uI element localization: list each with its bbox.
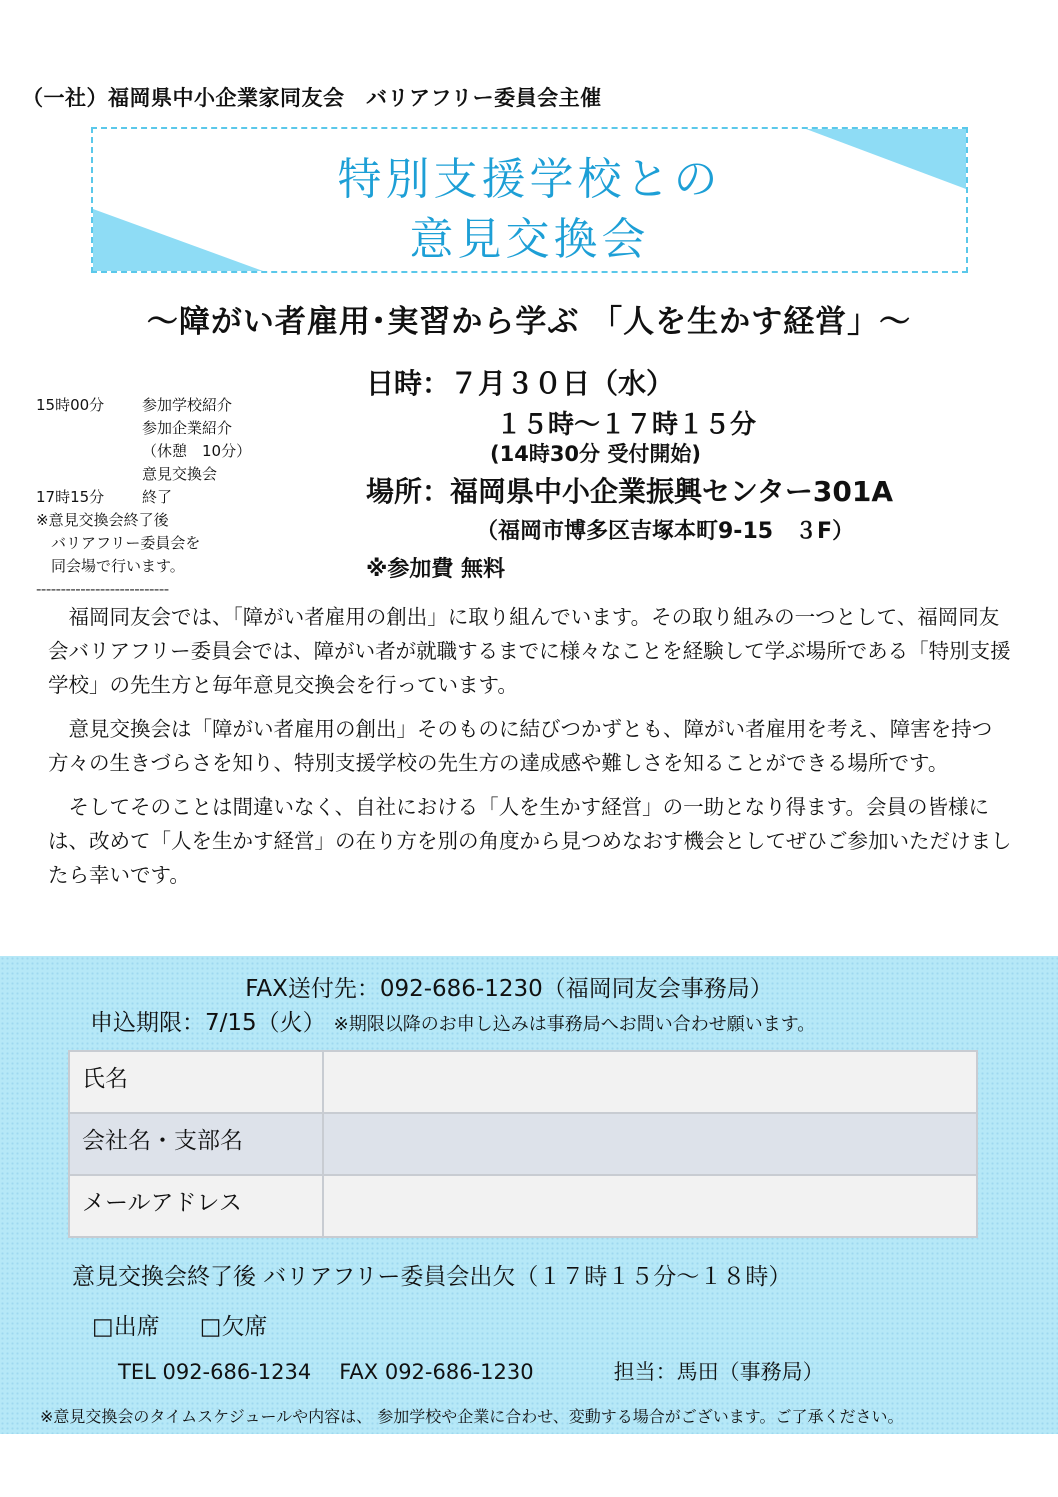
table-row: [69, 1175, 977, 1237]
email-label: メールアドレス: [69, 1175, 323, 1237]
schedule-time: 15時00分: [36, 396, 105, 414]
entry-table: [68, 1050, 978, 1238]
schedule-row: [36, 417, 251, 440]
schedule-item: 意見交換会: [142, 465, 218, 483]
event-fee: ※参加費 無料: [366, 557, 506, 582]
schedule-item: 参加学校紹介: [142, 396, 233, 414]
application-deadline: [90, 1004, 815, 1037]
event-title-line1: 特別支援学校との: [337, 154, 722, 205]
company-label: 会社名・支部名: [69, 1113, 323, 1175]
schedule-time: 17時15分: [36, 488, 105, 506]
absent-checkbox[interactable]: □欠席: [199, 1314, 268, 1340]
application-form: [0, 956, 1058, 1434]
contact-info: [118, 1356, 824, 1386]
table-row: [69, 1113, 977, 1175]
event-info: [366, 364, 893, 582]
name-field[interactable]: [323, 1051, 977, 1113]
fax-destination: FAX送付先：092-686-1230（福岡同友会事務局）: [245, 976, 773, 1002]
title-banner: [91, 127, 968, 273]
schedule-row: [36, 394, 251, 417]
event-time: １５時～１７時１５分: [496, 410, 757, 440]
event-subtitle: ～障がい者雇用･実習から学ぶ 「人を生かす経営」～: [146, 304, 912, 340]
schedule-row: [36, 463, 251, 486]
name-label: 氏名: [69, 1051, 323, 1113]
event-address: （福岡市博多区吉塚本町9-15 ３F）: [476, 519, 855, 544]
schedule-item: （休憩 10分）: [142, 442, 252, 460]
contact-person: 担当：馬田（事務局）: [613, 1360, 824, 1384]
organizer-line: （一社）福岡県中小企業家同友会 バリアフリー委員会主催: [22, 86, 602, 110]
event-reception: (14時30分 受付開始): [490, 442, 701, 466]
footnote: ※意見交換会のタイムスケジュールや内容は、 参加学校や企業に合わせ、変動する場合がございます。ご了承ください。: [40, 1407, 904, 1426]
schedule-row: [36, 486, 251, 509]
contact-fax: FAX 092-686-1230: [339, 1360, 534, 1384]
email-field[interactable]: [323, 1175, 977, 1237]
schedule-item: 終了: [142, 488, 173, 506]
body-paragraph: そしてそのことは間違いなく、自社における「人を生かす経営」の一助となり得ます。会員の皆様には、改めて「人を生かす経営」の在り方を別の角度から見つめなおす機会としてぜひご参加いただけましたら幸いです。: [48, 795, 1012, 887]
attend-checkbox[interactable]: □出席: [92, 1314, 160, 1340]
schedule-note: バリアフリー委員会を: [36, 534, 201, 552]
contact-tel: TEL 092-686-1234: [118, 1360, 312, 1384]
company-field[interactable]: [323, 1113, 977, 1175]
deadline-note: ※期限以降のお申し込みは事務局へお問い合わせ願います。: [333, 1014, 816, 1035]
schedule-item: 参加企業紹介: [142, 419, 233, 437]
body-text: [48, 600, 1018, 902]
schedule-note: 同会場で行います。: [36, 557, 185, 575]
schedule-block: [36, 394, 251, 601]
table-row: [69, 1051, 977, 1113]
deadline-date: 申込期限：7/15（火）: [90, 1010, 326, 1036]
event-place: 場所：福岡県中小企業振興センター301A: [366, 475, 893, 508]
event-date: 日時：７月３０日（水）: [366, 367, 675, 400]
schedule-row: [36, 440, 251, 463]
attendance-options: [92, 1308, 307, 1341]
body-paragraph: 福岡同友会では、「障がい者雇用の創出」に取り組んでいます。その取り組みの一つとして、福岡同友会バリアフリー委員会では、障がい者が就職するまでに様々なことを経験して学ぶ場所である「特別支援学校」の先生方と毎年意見交換会を行っています。: [48, 605, 1011, 697]
event-title-line2: 意見交換会: [409, 214, 650, 265]
body-paragraph: 意見交換会は「障がい者雇用の創出」そのものに結びつかずとも、障がい者雇用を考え、障害を持つ方々の生きづらさを知り、特別支援学校の先生方の達成感や難しさを知ることができる場所です。: [48, 717, 993, 775]
schedule-divider: ---------------------------: [36, 580, 169, 598]
attendance-title: 意見交換会終了後 バリアフリー委員会出欠（１７時１５分～１８時）: [72, 1264, 792, 1290]
schedule-note: ※意見交換会終了後: [36, 511, 169, 529]
